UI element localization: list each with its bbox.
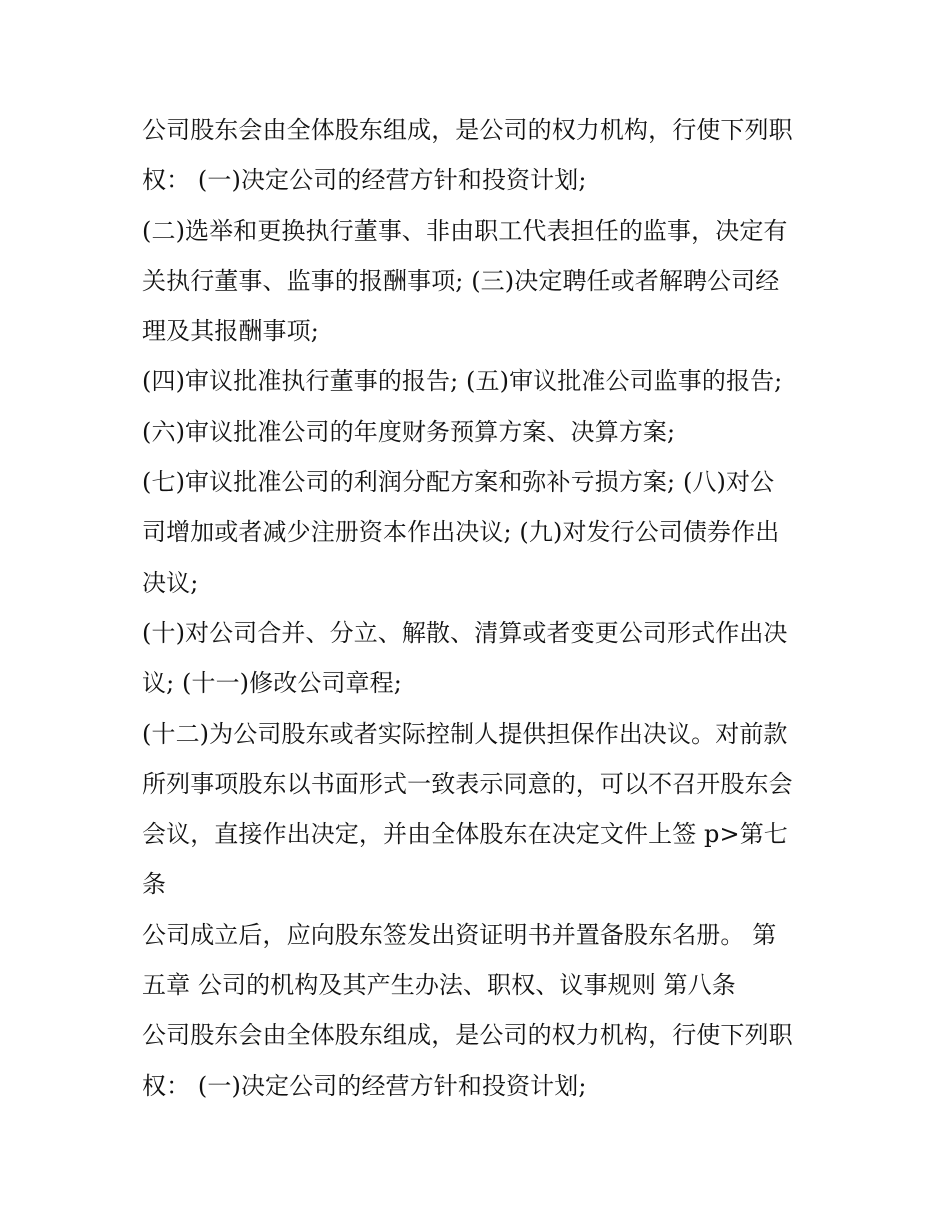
text-line: 关执行董事、监事的报酬事项; (三)决定聘任或者解聘公司经 [142,266,780,295]
text-line: 所列事项股东以书面形式一致表示同意的，可以不召开股东会 [142,769,793,798]
text-line: (十二)为公司股东或者实际控制人提供担保作出决议。对前款 [142,719,788,748]
text-line: 决议; [142,568,199,597]
text-line: (十)对公司合并、分立、解散、清算或者变更公司形式作出决 [142,618,788,647]
text-line: 五章 公司的机构及其产生办法、职权、议事规则 第八条 [142,971,736,1000]
text-line: 司增加或者减少注册资本作出决议; (九)对发行公司债券作出 [142,518,780,547]
text-line: (七)审议批准公司的利润分配方案和弥补亏损方案; (八)对公 [142,468,775,497]
document-body [142,105,822,1111]
text-line: 权： (一)决定公司的经营方针和投资计划; [142,1071,587,1100]
text-line: 理及其报酬事项; [142,317,319,346]
text-line: 条 [142,870,167,899]
text-line: 议; (十一)修改公司章程; [142,669,402,698]
text-line: 公司股东会由全体股东组成，是公司的权力机构，行使下列职 [142,1021,793,1050]
text-line: (四)审议批准执行董事的报告; (五)审议批准公司监事的报告; [142,367,783,396]
text-line: (六)审议批准公司的年度财务预算方案、决算方案; [142,417,676,446]
text-line: 公司股东会由全体股东组成，是公司的权力机构，行使下列职 [142,116,793,144]
text-line: 公司成立后，应向股东签发出资证明书并置备股东名册。 第 [142,920,777,949]
text-line: 会议，直接作出决定，并由全体股东在决定文件上签 p>第七 [142,820,788,849]
text-line: (二)选举和更换执行董事、非由职工代表担任的监事，决定有 [142,216,788,245]
text-line: 权： (一)决定公司的经营方针和投资计划; [142,166,587,195]
